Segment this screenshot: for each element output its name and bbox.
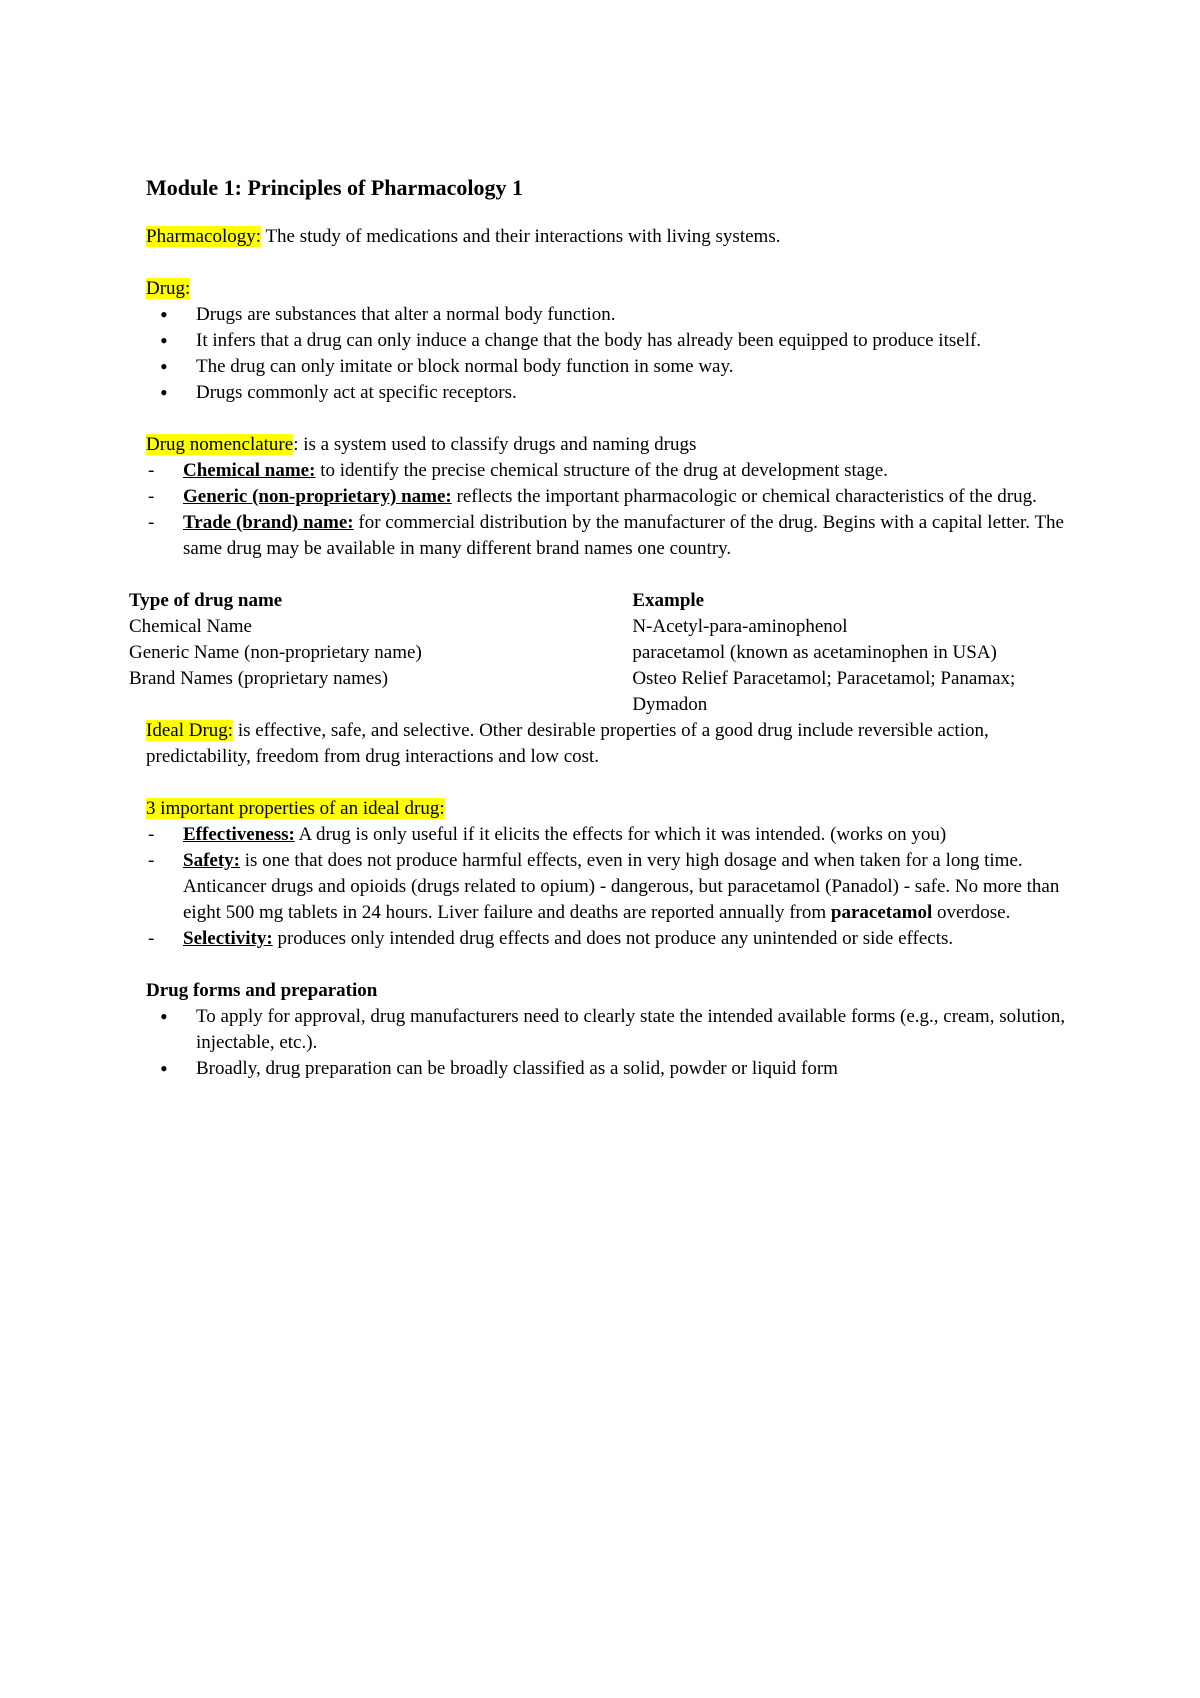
chemical-name-term: Chemical name: [183, 460, 316, 481]
list-item [146, 510, 1066, 562]
ideal-drug-term: Ideal Drug: [146, 720, 234, 741]
table-header-row [129, 588, 1069, 614]
list-item: • Drugs commonly act at specific receptors. [146, 380, 1066, 406]
table-row [129, 614, 1069, 640]
pharmacology-definition [146, 224, 1066, 250]
generic-name-text: reflects the important pharmacologic or chemical characteristics of the drug. [451, 486, 1037, 507]
properties-list [146, 822, 1066, 952]
list-item: • Broadly, drug preparation can be broadly classified as a solid, powder or liquid form [146, 1056, 1066, 1082]
table-cell: N-Acetyl-para-aminophenol [632, 616, 848, 637]
list-item: • The drug can only imitate or block normal body function in some way. [146, 354, 1066, 380]
ideal-drug-definition [146, 718, 1066, 770]
pharmacology-term: Pharmacology: [146, 226, 262, 247]
safety-text: is one that does not produce harmful effects, even in very high dosage and when taken for a long time. Anticancer drugs and opioids (drugs related to opium) - dangerous, but paracetamol (Panadol) - safe. No more than eight 500 mg tablets in 24 hours. Liver failure and deaths are reported annually from [183, 850, 1060, 923]
list-item [146, 484, 1066, 510]
list-item [146, 822, 1066, 848]
pharmacology-text: The study of medications and their interactions with living systems. [261, 226, 781, 247]
list-item [146, 848, 1066, 926]
forms-heading: Drug forms and preparation [146, 980, 378, 1001]
list-item [146, 458, 1066, 484]
list-item: • It infers that a drug can only induce a change that the body has already been equipped to produce itself. [146, 328, 1066, 354]
selectivity-text: produces only intended drug effects and does not produce any unintended or side effects. [272, 928, 954, 949]
list-item: • To apply for approval, drug manufacturers need to clearly state the intended available forms (e.g., cream, solution, injectable, etc.). [146, 1004, 1066, 1056]
safety-text-end: overdose. [932, 902, 1011, 923]
ideal-drug-text: is effective, safe, and selective. Other desirable properties of a good drug include reversible action, predictability, freedom from drug interactions and low cost. [146, 720, 989, 767]
table-cell: Chemical Name [129, 616, 252, 637]
safety-bold-text: paracetamol [830, 902, 933, 923]
nomenclature-list [146, 458, 1066, 562]
table-row [129, 666, 1069, 718]
effectiveness-term: Effectiveness: [183, 824, 295, 845]
generic-name-term: Generic (non-proprietary) name: [183, 486, 452, 507]
drug-heading [146, 276, 1066, 302]
list-item [146, 926, 1066, 952]
trade-name-text: for commercial distribution by the manufacturer of the drug. Begins with a capital letter. The same drug may be available in many different brand names one country. [183, 512, 1064, 559]
selectivity-term: Selectivity: [183, 928, 273, 949]
properties-heading-text: 3 important properties of an ideal drug: [146, 798, 445, 819]
chemical-name-text: to identify the precise chemical structure of the drug at development stage. [315, 460, 888, 481]
drug-name-table [129, 588, 1069, 718]
effectiveness-text: A drug is only useful if it elicits the effects for which it was intended. (works on you) [294, 824, 947, 845]
table-header-example: Example [632, 590, 705, 611]
table-cell: paracetamol (known as acetaminophen in USA) [632, 642, 997, 663]
nomenclature-text: : is a system used to classify drugs and naming drugs [293, 434, 697, 455]
trade-name-term: Trade (brand) name: [183, 512, 354, 533]
page-title: Module 1: Principles of Pharmacology 1 [146, 175, 524, 200]
drug-term: Drug: [146, 278, 191, 299]
drug-bullet-list [146, 302, 1066, 406]
forms-bullet-list [146, 1004, 1066, 1082]
table-header-type: Type of drug name [129, 590, 283, 611]
properties-heading [146, 796, 1066, 822]
safety-term: Safety: [183, 850, 240, 871]
table-cell: Osteo Relief Paracetamol; Paracetamol; Panamax; Dymadon [632, 668, 1016, 715]
nomenclature-definition [146, 432, 1066, 458]
list-item: • Drugs are substances that alter a normal body function. [146, 302, 1066, 328]
document-body [129, 174, 1066, 1082]
table-cell: Generic Name (non-proprietary name) [129, 642, 422, 663]
nomenclature-term: Drug nomenclature [146, 434, 294, 455]
table-row [129, 640, 1069, 666]
table-cell: Brand Names (proprietary names) [129, 668, 389, 689]
